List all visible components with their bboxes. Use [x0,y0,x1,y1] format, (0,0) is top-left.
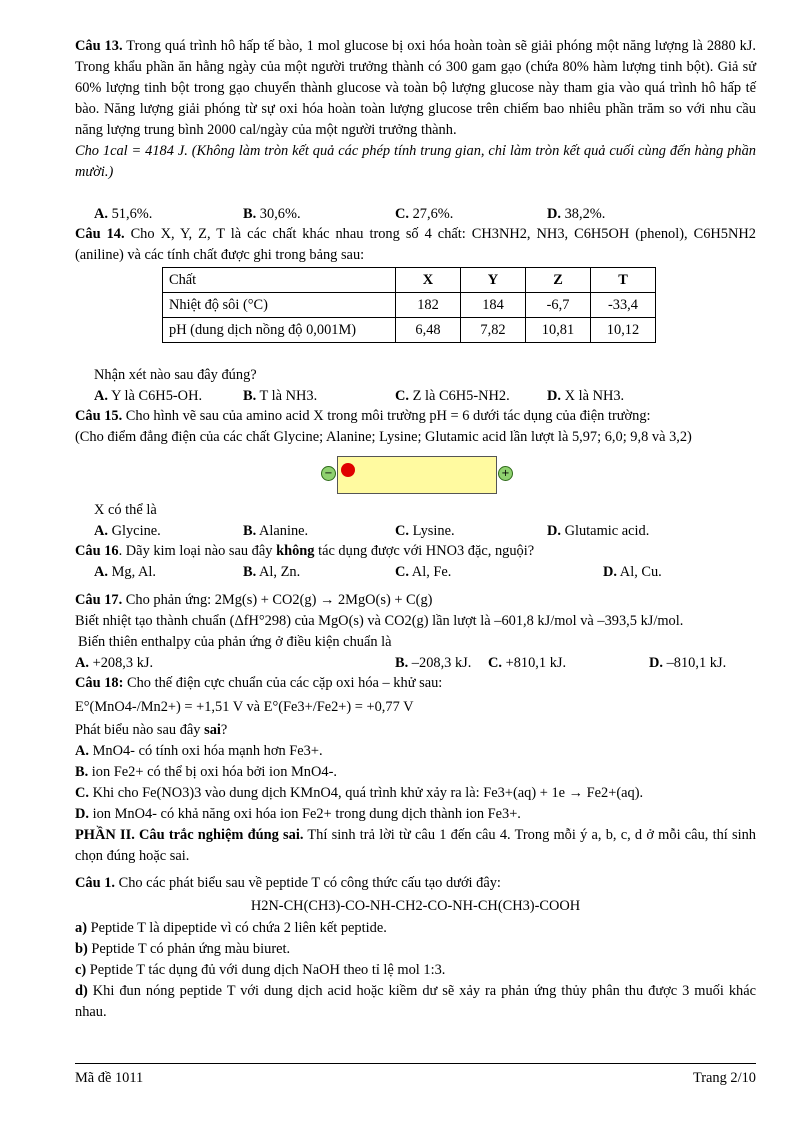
question-label: Câu 1. [75,875,115,891]
table-header-cell: T [591,268,656,293]
question-prompt: X có thể là [94,502,157,518]
option-a[interactable]: A. Mg, Al. [94,564,156,580]
table-cell: 10,12 [591,318,656,343]
statement-d[interactable]: D. ion MnO4- có khả năng oxi hóa ion Fe2+ trong dung dịch thành ion Fe3+. [75,806,521,822]
question-text: Cho các phát biểu sau về peptide T có công thức cấu tạo dưới đây: [118,875,501,891]
question-18 [75,673,756,694]
question-13 [75,36,756,141]
part2-question-1 [75,873,756,894]
option-d[interactable]: D. X là NH3. [547,388,625,404]
properties-table [162,267,656,343]
amino-acid-dot [341,463,355,477]
page-number: Trang 2/10 [692,1070,756,1086]
answer-options [75,521,756,541]
statement-a[interactable]: A. MnO4- có tính oxi hóa mạnh hơn Fe3+. [75,743,323,759]
answer-options [75,653,756,673]
part-2-instructions: PHẦN II. Câu trắc nghiệm đúng sai. Thí sinh trả lời từ câu 1 đến câu 4. Trong mỗi ý a, b, c, d ở mỗi câu, thí sinh chọn đúng hoặc sai. [75,827,756,864]
exam-page [75,36,756,1023]
table-header-cell: Y [461,268,526,293]
option-a[interactable]: A. +208,3 kJ. [75,655,154,671]
question-text: Biết nhiệt tạo thành chuẩn (ΔfH°298) của MgO(s) và CO2(g) lần lượt là –601,8 kJ/mol và –393,5 kJ/mol. [75,613,684,629]
question-prompt: Phát biểu nào sau đây sai? [75,722,228,738]
question-text: Biến thiên enthalpy của phản ứng ở điều kiện chuẩn là [78,634,392,650]
question-label: Câu 18: [75,675,124,691]
question-label: Câu 15. [75,408,123,424]
option-d[interactable]: D. –810,1 kJ. [649,655,727,671]
question-label: Câu 16 [75,543,119,559]
option-c[interactable]: C. Lysine. [395,523,455,539]
option-a[interactable]: A. Glycine. [94,523,161,539]
question-hint: (Cho điểm đẳng điện của các chất Glycine; Alanine; Lysine; Glutamic acid lần lượt là 5,97; 6,0; 9,8 và 3,2) [75,429,692,445]
question-17 [75,590,756,611]
negative-electrode-icon: − [321,466,336,481]
page-footer [75,1063,756,1087]
table-row [163,268,656,293]
option-d[interactable]: D. Glutamic acid. [547,523,650,539]
answer-options [75,204,756,224]
option-a[interactable]: A. Y là C6H5-OH. [94,388,203,404]
question-label: Câu 14. [75,226,125,242]
table-header-cell: Chất [163,268,396,293]
table-cell: -6,7 [526,293,591,318]
question-text: Trong quá trình hô hấp tế bào, 1 mol glucose bị oxi hóa hoàn toàn sẽ giải phóng một năng lượng là 2880 kJ. Trong khẩu phần ăn hằng ngày của một người trưởng thành có 300 gam gạo (chứa 80% hàm lượng tinh bột). Giả sử 60% lượng tinh bột trong gạo chuyển thành glucose và toàn bộ lượng glucose này tham gia vào quá trình hô hấp tế bào. Năng lượng giải phóng từ sự oxi hóa hoàn toàn lượng glucose trên chiếm bao nhiêu phần trăm so với nhu cầu năng lượng trung bình 2000 cal/ngày của một người trưởng thành. [75,38,756,138]
option-d[interactable]: D. Al, Cu. [603,564,662,580]
question-text: Cho thế điện cực chuẩn của các cặp oxi hóa – khử sau: [126,675,443,691]
peptide-formula: H2N-CH(CH3)-CO-NH-CH2-CO-NH-CH(CH3)-COOH [250,898,581,914]
table-cell: 182 [396,293,461,318]
table-cell: Nhiệt độ sôi (°C) [163,293,396,318]
question-text: Cho phản ứng: 2Mg(s) + CO2(g) → 2MgO(s) + C(g) [125,592,433,608]
table-cell: pH (dung dịch nồng độ 0,001M) [163,318,396,343]
question-text: Cho X, Y, Z, T là các chất khác nhau trong số 4 chất: CH3NH2, NH3, C6H5OH (phenol), C6H5NH2 (aniline) và các tính chất được ghi trong bảng sau: [75,226,756,263]
table-row [163,318,656,343]
option-b[interactable]: B. Al, Zn. [243,564,301,580]
question-label: Câu 17. [75,592,123,608]
option-a[interactable]: A. 51,6%. [94,206,153,222]
answer-options [75,562,756,582]
question-14 [75,224,756,266]
option-b[interactable]: B. 30,6%. [243,206,301,222]
question-15 [75,406,756,427]
item-d[interactable]: d) Khi đun nóng peptide T với dung dịch acid hoặc kiềm dư sẽ xảy ra phản ứng thủy phân thu được 3 muối khác nhau. [75,983,756,1020]
item-a[interactable]: a) Peptide T là dipeptide vì có chứa 2 liên kết peptide. [75,920,387,936]
option-b[interactable]: B. Alanine. [243,523,309,539]
option-b[interactable]: B. T là NH3. [243,388,318,404]
answer-options [75,386,756,406]
section-heading: PHẦN II. Câu trắc nghiệm đúng sai. [75,827,304,843]
table-row [163,293,656,318]
table-cell: 7,82 [461,318,526,343]
item-b[interactable]: b) Peptide T có phản ứng màu biuret. [75,941,291,957]
option-c[interactable]: C. 27,6%. [395,206,454,222]
table-header-cell: X [396,268,461,293]
table-cell: 6,48 [396,318,461,343]
question-label: Câu 13. [75,38,123,54]
option-c[interactable]: C. Al, Fe. [395,564,452,580]
statement-c[interactable]: C. Khi cho Fe(NO3)3 vào dung dịch KMnO4, quá trình khử xảy ra là: Fe3+(aq) + 1e → Fe2+(aq). [75,785,644,801]
table-header-cell: Z [526,268,591,293]
table-cell: 184 [461,293,526,318]
option-c[interactable]: C. +810,1 kJ. [488,655,567,671]
gel-plate [337,456,497,494]
statement-b[interactable]: B. ion Fe2+ có thể bị oxi hóa bởi ion MnO4-. [75,764,337,780]
table-cell: 10,81 [526,318,591,343]
electrophoresis-figure [75,448,756,494]
item-c[interactable]: c) Peptide T tác dụng đủ với dung dịch NaOH theo tỉ lệ mol 1:3. [75,962,446,978]
table-cell: -33,4 [591,293,656,318]
option-b[interactable]: B. –208,3 kJ. [395,655,472,671]
question-note: Cho 1cal = 4184 J. (Không làm tròn kết quả các phép tính trung gian, chỉ làm tròn kết quả cuối cùng đến hàng phần mười.) [75,143,756,180]
exam-code: Mã đề 1011 [75,1070,144,1086]
option-c[interactable]: C. Z là C6H5-NH2. [395,388,510,404]
question-prompt: Nhận xét nào sau đây đúng? [94,367,257,383]
option-d[interactable]: D. 38,2%. [547,206,606,222]
electrode-potential-formula: E°(MnO4-/Mn2+) = +1,51 V và E°(Fe3+/Fe2+) = +0,77 V [75,699,414,715]
question-16: Câu 16. Dãy kim loại nào sau đây không tác dụng được với HNO3 đặc, nguội? [75,543,535,559]
positive-electrode-icon: + [498,466,513,481]
question-text: Cho hình vẽ sau của amino acid X trong môi trường pH = 6 dưới tác dụng của điện trường: [125,408,651,424]
